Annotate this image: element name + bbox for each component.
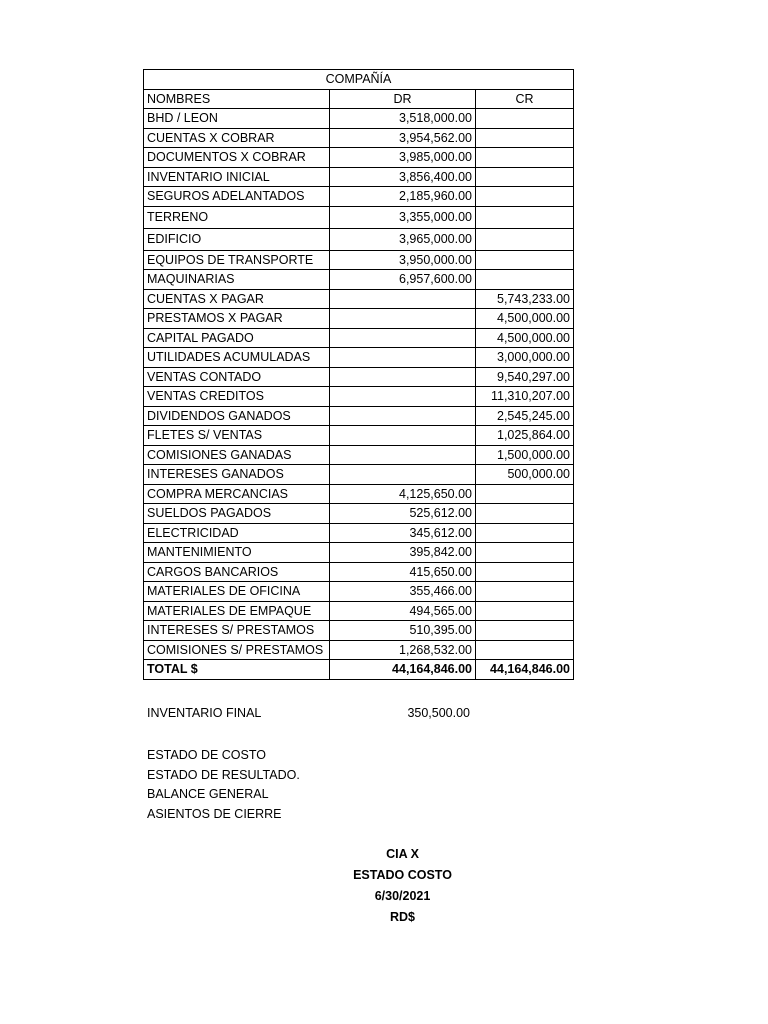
task-item: BALANCE GENERAL [147,787,269,801]
table-title-row [144,70,574,90]
credit-cell [476,228,574,250]
debit-cell: 3,954,562.00 [330,128,476,148]
inventory-final-label: INVENTARIO FINAL [147,706,262,720]
debit-cell: 3,856,400.00 [330,167,476,187]
table-row [144,640,574,660]
account-name-cell: COMPRA MERCANCIAS [144,484,330,504]
account-name-cell: ELECTRICIDAD [144,523,330,543]
debit-cell: 3,985,000.00 [330,148,476,168]
credit-cell [476,601,574,621]
table-row [144,523,574,543]
credit-cell [476,504,574,524]
header-cr: CR [476,89,574,109]
debit-cell: 1,268,532.00 [330,640,476,660]
debit-cell: 4,125,650.00 [330,484,476,504]
credit-cell: 1,500,000.00 [476,445,574,465]
debit-cell [330,465,476,485]
debit-cell [330,426,476,446]
table-row [144,109,574,129]
statement-currency: RD$ [389,910,415,924]
header-nombres: NOMBRES [144,89,330,109]
debit-cell: 2,185,960.00 [330,187,476,207]
table-title: COMPAÑÍA [144,70,574,90]
account-name-cell: EDIFICIO [144,228,330,250]
statement-heading [300,844,505,928]
account-name-cell: COMISIONES S/ PRESTAMOS [144,640,330,660]
table-row [144,562,574,582]
table-row [144,167,574,187]
trial-balance-table [143,69,574,680]
inventory-final-value: 350,500.00 [407,706,470,720]
credit-cell: 11,310,207.00 [476,387,574,407]
account-name-cell: PRESTAMOS X PAGAR [144,309,330,329]
debit-cell [330,445,476,465]
debit-cell: 345,612.00 [330,523,476,543]
table-row [144,250,574,270]
credit-cell [476,562,574,582]
statement-date: 6/30/2021 [374,889,431,903]
account-name-cell: UTILIDADES ACUMULADAS [144,348,330,368]
account-name-cell: CUENTAS X PAGAR [144,289,330,309]
table-row [144,187,574,207]
credit-cell: 9,540,297.00 [476,367,574,387]
account-name-cell: BHD / LEON [144,109,330,129]
debit-cell [330,328,476,348]
debit-cell [330,367,476,387]
credit-cell [476,250,574,270]
credit-cell [476,640,574,660]
debit-cell: 3,355,000.00 [330,206,476,228]
debit-cell [330,289,476,309]
account-name-cell: EQUIPOS DE TRANSPORTE [144,250,330,270]
table-row [144,621,574,641]
table-row [144,328,574,348]
table-row [144,367,574,387]
account-name-cell: INTERESES S/ PRESTAMOS [144,621,330,641]
account-name-cell: TERRENO [144,206,330,228]
credit-cell: 3,000,000.00 [476,348,574,368]
credit-cell [476,109,574,129]
company-name: CIA X [386,847,419,861]
credit-cell: 4,500,000.00 [476,328,574,348]
table-row [144,128,574,148]
account-name-cell: CAPITAL PAGADO [144,328,330,348]
account-name-cell: MATERIALES DE OFICINA [144,582,330,602]
table-row [144,445,574,465]
table-row [144,601,574,621]
credit-cell [476,543,574,563]
credit-cell [476,187,574,207]
account-name-cell: SUELDOS PAGADOS [144,504,330,524]
debit-cell: 415,650.00 [330,562,476,582]
table-row [144,543,574,563]
account-name-cell: INVENTARIO INICIAL [144,167,330,187]
account-name-cell: MATERIALES DE EMPAQUE [144,601,330,621]
debit-cell [330,406,476,426]
credit-cell: 5,743,233.00 [476,289,574,309]
credit-cell [476,582,574,602]
credit-cell [476,523,574,543]
credit-cell [476,167,574,187]
table-row [144,465,574,485]
debit-cell [330,348,476,368]
total-credit: 44,164,846.00 [476,660,574,680]
task-item: ESTADO DE COSTO [147,748,267,762]
table-row [144,406,574,426]
credit-cell: 2,545,245.00 [476,406,574,426]
credit-cell [476,148,574,168]
table-row [144,206,574,228]
table-row [144,504,574,524]
account-name-cell: MAQUINARIAS [144,270,330,290]
credit-cell: 4,500,000.00 [476,309,574,329]
account-name-cell: SEGUROS ADELANTADOS [144,187,330,207]
debit-cell: 510,395.00 [330,621,476,641]
account-name-cell: DOCUMENTOS X COBRAR [144,148,330,168]
credit-cell [476,206,574,228]
header-dr: DR [330,89,476,109]
account-name-cell: CARGOS BANCARIOS [144,562,330,582]
account-name-cell: COMISIONES GANADAS [144,445,330,465]
credit-cell [476,128,574,148]
account-name-cell: MANTENIMIENTO [144,543,330,563]
total-label: TOTAL $ [144,660,330,680]
credit-cell: 500,000.00 [476,465,574,485]
debit-cell: 3,518,000.00 [330,109,476,129]
table-row [144,228,574,250]
debit-cell: 525,612.00 [330,504,476,524]
table-row [144,484,574,504]
table-row [144,309,574,329]
account-name-cell: DIVIDENDOS GANADOS [144,406,330,426]
table-header-row [144,89,574,109]
table-row [144,289,574,309]
table-row [144,270,574,290]
credit-cell: 1,025,864.00 [476,426,574,446]
total-row [144,660,574,680]
table-row [144,582,574,602]
account-name-cell: VENTAS CREDITOS [144,387,330,407]
credit-cell [476,621,574,641]
debit-cell [330,309,476,329]
task-list [147,746,300,824]
total-debit: 44,164,846.00 [330,660,476,680]
debit-cell: 6,957,600.00 [330,270,476,290]
task-item: ASIENTOS DE CIERRE [147,806,282,821]
task-item: ESTADO DE RESULTADO. [147,767,300,782]
account-name-cell: FLETES S/ VENTAS [144,426,330,446]
credit-cell [476,484,574,504]
debit-cell: 395,842.00 [330,543,476,563]
debit-cell: 494,565.00 [330,601,476,621]
debit-cell: 355,466.00 [330,582,476,602]
table-row [144,426,574,446]
table-row [144,148,574,168]
table-row [144,387,574,407]
debit-cell: 3,965,000.00 [330,228,476,250]
table-row [144,348,574,368]
debit-cell: 3,950,000.00 [330,250,476,270]
debit-cell [330,387,476,407]
account-name-cell: INTERESES GANADOS [144,465,330,485]
account-name-cell: CUENTAS X COBRAR [144,128,330,148]
account-name-cell: VENTAS CONTADO [144,367,330,387]
credit-cell [476,270,574,290]
statement-title: ESTADO COSTO [353,868,452,882]
